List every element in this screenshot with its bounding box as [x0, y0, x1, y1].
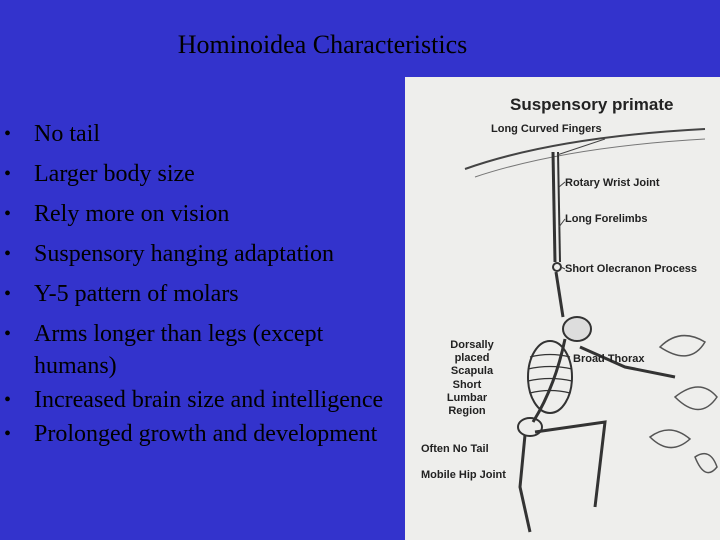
- bullet-text: Suspensory hanging adaptation: [34, 241, 334, 267]
- bullet-item: [0, 318, 400, 382]
- label-often-no-tail: Often No Tail: [421, 443, 489, 455]
- bullet-icon: •: [4, 323, 12, 345]
- label-short-olecranon-process: Short Olecranon Process: [565, 263, 698, 275]
- suspensory-primate-figure: [405, 77, 720, 540]
- bullet-icon: •: [4, 283, 12, 305]
- bullet-item: [0, 278, 400, 310]
- bullet-icon: •: [4, 423, 12, 445]
- bullet-icon: •: [4, 389, 12, 411]
- label-short-lumbar-region: Short Lumbar Region: [446, 379, 488, 417]
- bullet-icon: •: [4, 123, 12, 145]
- bullet-text: Arms longer than legs (except humans): [34, 321, 324, 379]
- bullet-item: [0, 238, 400, 270]
- label-broad-thorax: Broad Thorax: [573, 353, 645, 365]
- bullet-item: [0, 418, 400, 450]
- label-mobile-hip-joint: Mobile Hip Joint: [421, 469, 506, 481]
- bullet-icon: •: [4, 203, 12, 225]
- bullet-text: Prolonged growth and development: [34, 421, 378, 447]
- bullet-item: [0, 118, 400, 150]
- bullet-text: Rely more on vision: [34, 201, 230, 227]
- bullet-text: Y-5 pattern of molars: [34, 281, 239, 307]
- label-rotary-wrist-joint: Rotary Wrist Joint: [565, 177, 660, 189]
- label-long-forelimbs: Long Forelimbs: [565, 213, 648, 225]
- bullet-item: [0, 198, 400, 230]
- bullet-text: Larger body size: [34, 161, 195, 187]
- bullet-text: Increased brain size and intelligence: [34, 387, 384, 413]
- figure-title: Suspensory primate: [510, 95, 674, 114]
- bullet-item: [0, 158, 400, 190]
- bullet-icon: •: [4, 163, 12, 185]
- bullet-icon: •: [4, 243, 12, 265]
- bullet-item: [0, 384, 400, 416]
- label-dorsally-placed-scapula: Dorsally placed Scapula: [450, 339, 494, 377]
- bullet-text: No tail: [34, 121, 100, 147]
- slide-title: Hominoidea Characteristics: [177, 30, 468, 59]
- characteristics-list: [0, 118, 400, 452]
- label-long-curved-fingers: Long Curved Fingers: [491, 123, 602, 135]
